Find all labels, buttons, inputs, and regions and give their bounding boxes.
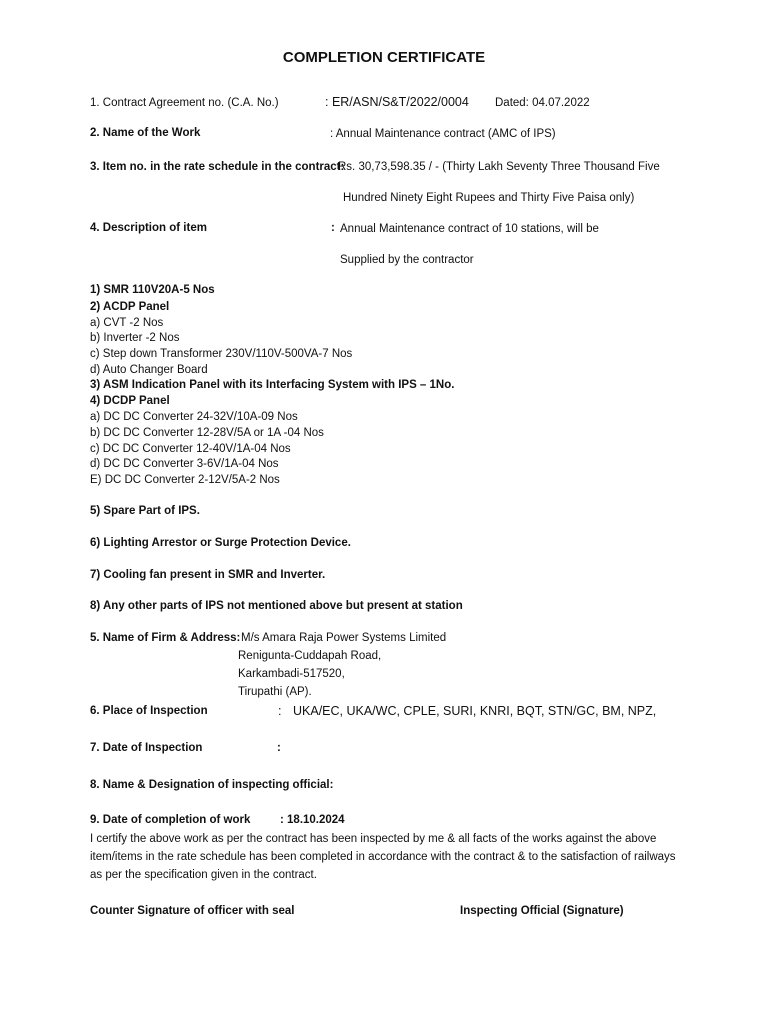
list-item: 1) SMR 110V20A-5 Nos [90, 284, 215, 296]
place-value: UKA/EC, UKA/WC, CPLE, SURI, KNRI, BQT, STN/GC, BM, NPZ, [293, 704, 657, 718]
description-value-line2: Supplied by the contractor [340, 254, 474, 266]
firm-address-line: Karkambadi-517520, [238, 668, 345, 680]
list-item: d) DC DC Converter 3-6V/1A-04 Nos [90, 458, 279, 470]
place-colon: : [278, 704, 282, 718]
completion-value: : 18.10.2024 [280, 814, 345, 826]
inspection-date-colon: : [277, 742, 281, 754]
firm-address-line: Tirupathi (AP). [238, 686, 312, 698]
list-item: b) DC DC Converter 12-28V/5A or 1A -04 Nos [90, 427, 324, 439]
item-no-label: 3. Item no. in the rate schedule in the contract: [90, 161, 345, 173]
document-title: COMPLETION CERTIFICATE [282, 49, 486, 66]
inspecting-signature-label: Inspecting Official (Signature) [460, 905, 624, 917]
list-item: d) Auto Changer Board [90, 364, 208, 376]
official-label: 8. Name & Designation of inspecting official: [90, 779, 334, 791]
firm-address-line: Renigunta-Cuddapah Road, [238, 650, 382, 662]
certification-paragraph: I certify the above work as per the contract has been inspected by me & all facts of the works against the above item/items in the rate schedule has been completed in accordance with the contract & to the satisfaction of railways as per the specification given in the contract. [90, 833, 676, 881]
item-no-value-line1: Rs. 30,73,598.35 / - (Thirty Lakh Seventy Three Thousand Five [338, 161, 660, 173]
work-name-label: 2. Name of the Work [90, 127, 201, 139]
contract-label: 1. Contract Agreement no. (C.A. No.) [90, 97, 279, 109]
inspection-date-label: 7. Date of Inspection [90, 742, 203, 754]
list-item: c) DC DC Converter 12-40V/1A-04 Nos [90, 443, 291, 455]
list-item: b) Inverter -2 Nos [90, 332, 180, 344]
list-item: a) CVT -2 Nos [90, 317, 164, 329]
description-colon: : [331, 222, 335, 234]
list-item: 3) ASM Indication Panel with its Interfacing System with IPS – 1No. [90, 379, 455, 391]
contract-dated: Dated: 04.07.2022 [495, 97, 590, 109]
list-item: 7) Cooling fan present in SMR and Inverter. [90, 569, 326, 581]
firm-label: 5. Name of Firm & Address: [90, 632, 241, 644]
item-no-value-line2: Hundred Ninety Eight Rupees and Thirty Five Paisa only) [343, 192, 635, 204]
list-item: 4) DCDP Panel [90, 395, 170, 407]
list-item: 5) Spare Part of IPS. [90, 505, 200, 517]
description-label: 4. Description of item [90, 222, 207, 234]
list-item: E) DC DC Converter 2-12V/5A-2 Nos [90, 474, 280, 486]
list-item: 6) Lighting Arrestor or Surge Protection Device. [90, 537, 351, 549]
firm-name: M/s Amara Raja Power Systems Limited [241, 632, 447, 644]
list-item: 2) ACDP Panel [90, 301, 170, 313]
counter-signature-label: Counter Signature of officer with seal [90, 905, 295, 917]
place-label: 6. Place of Inspection [90, 705, 208, 717]
work-name-value: : Annual Maintenance contract (AMC of IPS) [330, 128, 556, 140]
list-item: c) Step down Transformer 230V/110V-500VA-7 Nos [90, 348, 353, 360]
contract-value: : ER/ASN/S&T/2022/0004 [325, 95, 469, 109]
description-value-line1: Annual Maintenance contract of 10 stations, will be [340, 223, 599, 235]
list-item: a) DC DC Converter 24-32V/10A-09 Nos [90, 411, 298, 423]
list-item: 8) Any other parts of IPS not mentioned above but present at station [90, 600, 463, 612]
completion-label: 9. Date of completion of work [90, 814, 251, 826]
